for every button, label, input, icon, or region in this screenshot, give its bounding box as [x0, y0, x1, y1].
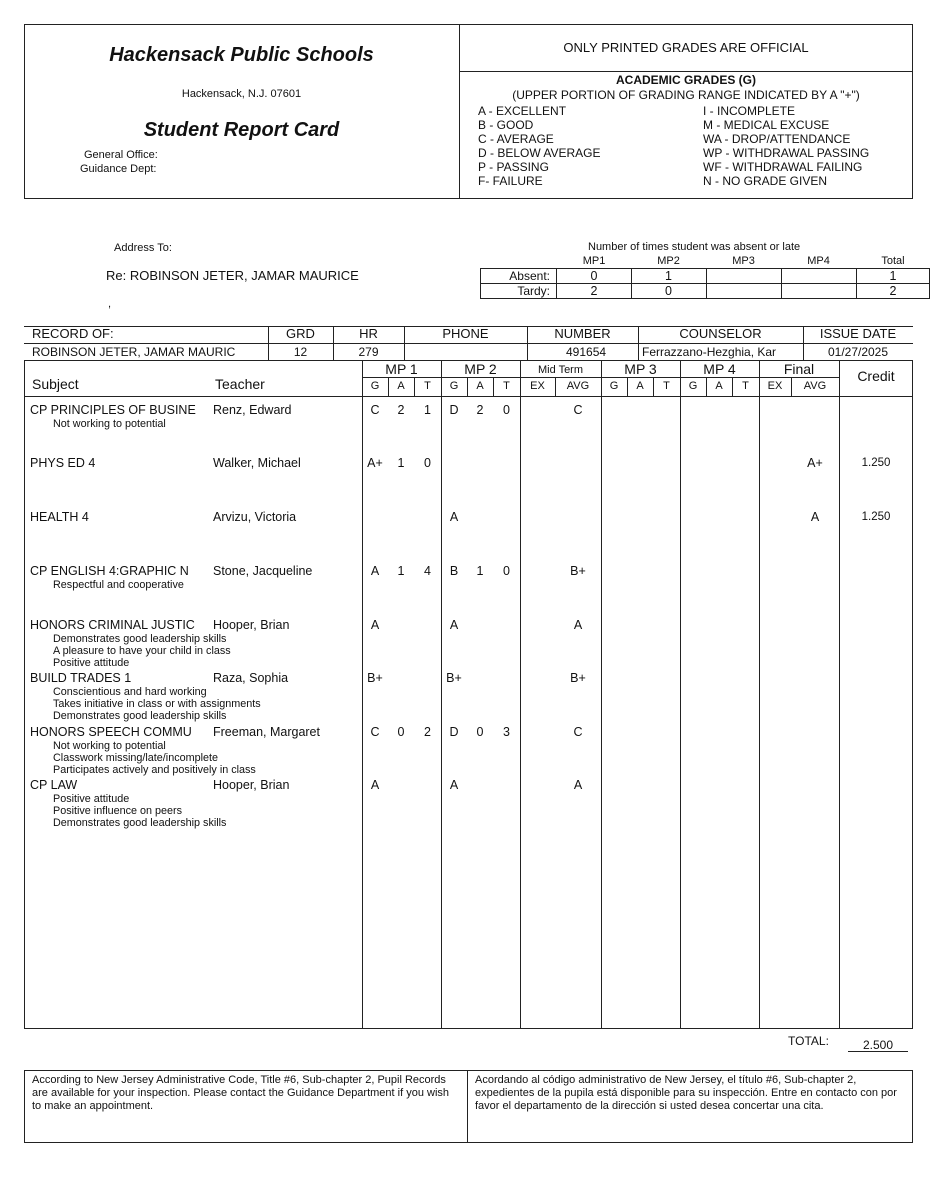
school-name: Hackensack Public Schools [109, 44, 374, 66]
legend-item: C - AVERAGE [478, 132, 554, 146]
col-avg: AVG [566, 380, 590, 392]
course-teacher: Walker, Michael [213, 456, 301, 470]
mp2-header: MP 2 [464, 361, 497, 377]
mp1-cell: 1 [397, 456, 405, 470]
record-number: 491654 [566, 345, 607, 359]
subject-header: Subject [32, 376, 79, 392]
mp1-cell: A+ [367, 456, 383, 470]
course-comment: Demonstrates good leadership skills [53, 710, 227, 722]
legend-item: D - BELOW AVERAGE [478, 146, 601, 160]
final-avg: A+ [807, 456, 823, 470]
final-header: Final [783, 361, 815, 377]
midterm-avg: B+ [570, 671, 586, 685]
mp1-cell: 4 [424, 564, 431, 578]
record-header: COUNSELOR [679, 326, 762, 341]
tardy-total: 2 [889, 284, 897, 298]
record-header: HR [359, 326, 378, 341]
legend-title: ACADEMIC GRADES (G) [616, 73, 756, 87]
course-teacher: Stone, Jacqueline [213, 564, 313, 578]
absent-total: 1 [889, 269, 897, 283]
guidance-dept-label: Guidance Dept: [80, 163, 157, 175]
official-notice: ONLY PRINTED GRADES ARE OFFICIAL [563, 40, 809, 55]
grades-header-rule [24, 396, 913, 397]
address-label: Address To: [114, 242, 172, 254]
mp2-cell: 0 [503, 403, 510, 417]
course-comment: Positive influence on peers [53, 805, 183, 817]
record-header: RECORD OF: [32, 326, 114, 341]
col-g: G [449, 380, 459, 392]
course-comment: A pleasure to have your child in class [53, 645, 231, 657]
mp1-cell: C [370, 725, 380, 739]
col-a: A [397, 380, 405, 392]
mp2-cell: A [449, 778, 459, 792]
course-credit: 1.250 [861, 457, 891, 469]
record-header: PHONE [442, 326, 489, 341]
record-name: ROBINSON JETER, JAMAR MAURIC [32, 345, 236, 359]
grades-rule [759, 360, 760, 1029]
mp1-cell: C [370, 403, 380, 417]
course-subject: CP ENGLISH 4:GRAPHIC N [30, 564, 189, 578]
attendance-col-header: Total [881, 255, 905, 267]
record-counselor: Ferrazzano-Hezghia, Kar [642, 345, 777, 359]
course-comment: Respectful and cooperative [53, 579, 184, 591]
course-comment: Demonstrates good leadership skills [53, 633, 227, 645]
midterm-avg: C [573, 725, 583, 739]
total-credit: 2.500 [848, 1039, 908, 1052]
mp4-header: MP 4 [703, 361, 736, 377]
col-a: A [715, 380, 723, 392]
record-hr: 279 [358, 345, 379, 359]
mp1-cell: 2 [397, 403, 405, 417]
col-a: A [636, 380, 644, 392]
mp2-cell: B+ [446, 671, 462, 685]
mp3-header: MP 3 [624, 361, 657, 377]
course-subject: CP LAW [30, 778, 78, 792]
course-comment: Classwork missing/late/incomplete [53, 752, 219, 764]
col-g: G [688, 380, 698, 392]
legend-left [478, 104, 600, 188]
course-comment: Participates actively and positively in class [53, 764, 256, 776]
legend-item: P - PASSING [478, 160, 549, 174]
tardy-mp1: 2 [590, 284, 598, 298]
midterm-avg: C [573, 403, 583, 417]
record-rule [24, 343, 913, 344]
course-teacher: Freeman, Margaret [213, 725, 320, 739]
tardy-label: Tardy: [517, 284, 550, 298]
legend-subtitle: (UPPER PORTION OF GRADING RANGE INDICATED BY A "+") [512, 88, 860, 102]
col-avg: AVG [803, 380, 827, 392]
mp1-cell: 1 [424, 403, 431, 417]
footer-english: According to New Jersey Administrative Code, Title #6, Sub-chapter 2, Pupil Records are available for your inspection. Please contact the Guidance Department if you wish to make an appointment. [32, 1074, 450, 1112]
midterm-avg: A [573, 778, 583, 792]
grades-rule [680, 360, 681, 1029]
school-city: Hackensack, N.J. 07601 [181, 88, 302, 100]
general-office-label: General Office: [84, 149, 158, 161]
mp1-cell: 0 [424, 456, 431, 470]
grades-rule [520, 360, 521, 1029]
mp2-cell: 0 [503, 564, 510, 578]
course-comment: Conscientious and hard working [53, 686, 207, 698]
legend-item: F- FAILURE [478, 174, 543, 188]
attendance-rule [706, 268, 707, 299]
legend-item: M - MEDICAL EXCUSE [703, 118, 830, 132]
course-subject: CP PRINCIPLES OF BUSINE [30, 403, 196, 417]
mp2-cell: 2 [476, 403, 484, 417]
mp2-cell: 0 [476, 725, 484, 739]
absent-mp1: 0 [590, 269, 598, 283]
legend-item: WF - WITHDRAWAL FAILING [703, 160, 863, 174]
course-subject: HONORS CRIMINAL JUSTIC [30, 618, 195, 632]
mp2-cell: D [449, 725, 459, 739]
address-comma: , [108, 298, 112, 310]
page-title: Student Report Card [143, 119, 340, 141]
record-issue-date: 01/27/2025 [827, 345, 889, 359]
credit-header: Credit [857, 368, 895, 384]
record-header: ISSUE DATE [819, 326, 897, 341]
footer-divider [467, 1070, 468, 1143]
course-comment: Not working to potential [53, 740, 166, 752]
col-t: T [663, 380, 670, 392]
col-t: T [424, 380, 431, 392]
course-comment: Positive attitude [53, 657, 130, 669]
course-comment: Not working to potential [53, 418, 166, 430]
course-credit: 1.250 [861, 511, 891, 523]
legend-item: WA - DROP/ATTENDANCE [703, 132, 851, 146]
absent-mp2: 1 [665, 269, 672, 283]
final-avg: A [810, 510, 820, 524]
course-teacher: Arvizu, Victoria [213, 510, 297, 524]
midterm-header: Mid Term [537, 364, 584, 376]
course-subject: HEALTH 4 [30, 510, 89, 524]
col-ex: EX [530, 380, 545, 392]
course-teacher: Hooper, Brian [213, 618, 290, 632]
course-subject: HONORS SPEECH COMMU [30, 725, 192, 739]
course-teacher: Hooper, Brian [213, 778, 290, 792]
mp1-cell: 2 [424, 725, 431, 739]
mp1-header: MP 1 [385, 361, 418, 377]
absent-label: Absent: [509, 269, 550, 283]
tardy-mp2: 0 [665, 284, 672, 298]
midterm-avg: B+ [570, 564, 586, 578]
mp2-cell: A [449, 510, 459, 524]
course-subject: BUILD TRADES 1 [30, 671, 132, 685]
col-a: A [476, 380, 484, 392]
grades-rule [441, 360, 442, 1029]
mp1-cell: 1 [397, 564, 405, 578]
mp1-cell: B+ [367, 671, 383, 685]
student-re-line: Re: ROBINSON JETER, JAMAR MAURICE [106, 268, 359, 283]
course-comment: Takes initiative in class or with assignments [53, 698, 261, 710]
record-header: NUMBER [554, 326, 611, 341]
course-comment: Demonstrates good leadership skills [53, 817, 227, 829]
footer-spanish: Acordando al código administrativo de New Jersey, el título #6, Sub-chapter 2, expedientes de la pupila está disponible para su inspección. Entre en contacto con por favor el departamento de la dirección si usted desea concertar una cita. [475, 1074, 897, 1112]
course-teacher: Renz, Edward [213, 403, 292, 417]
attendance-rule [781, 268, 782, 299]
course-subject: PHYS ED 4 [30, 456, 96, 470]
mp2-cell: 3 [503, 725, 510, 739]
attendance-col-header: MP1 [582, 255, 606, 267]
mp2-cell: 1 [476, 564, 484, 578]
mp1-cell: 0 [397, 725, 405, 739]
mp1-cell: A [370, 564, 380, 578]
attendance-caption: Number of times student was absent or late [588, 241, 801, 253]
legend-item: N - NO GRADE GIVEN [703, 174, 828, 188]
mp2-cell: B [449, 564, 459, 578]
legend-right [703, 104, 869, 188]
attendance-col-header: MP2 [657, 255, 680, 267]
record-grd: 12 [293, 345, 308, 359]
col-ex: EX [767, 380, 783, 392]
col-t: T [742, 380, 749, 392]
attendance-col-header: MP3 [732, 255, 755, 267]
mp2-cell: D [449, 403, 459, 417]
midterm-avg: A [573, 618, 583, 632]
col-g: G [609, 380, 619, 392]
record-header: GRD [286, 326, 315, 341]
legend-rule [459, 71, 913, 72]
col-g: G [370, 380, 380, 392]
mp1-cell: A [370, 618, 380, 632]
legend-item: I - INCOMPLETE [703, 104, 796, 118]
legend-item: A - EXCELLENT [478, 104, 567, 118]
teacher-header: Teacher [215, 376, 265, 392]
grades-rule [601, 360, 602, 1029]
mp2-cell: A [449, 618, 459, 632]
legend-item: WP - WITHDRAWAL PASSING [703, 146, 870, 160]
legend-item: B - GOOD [478, 118, 534, 132]
course-teacher: Raza, Sophia [213, 671, 289, 685]
attendance-col-header: MP4 [807, 255, 830, 267]
course-comment: Positive attitude [53, 793, 130, 805]
mp1-cell: A [370, 778, 380, 792]
total-label: TOTAL: [788, 1034, 829, 1048]
col-t: T [503, 380, 510, 392]
